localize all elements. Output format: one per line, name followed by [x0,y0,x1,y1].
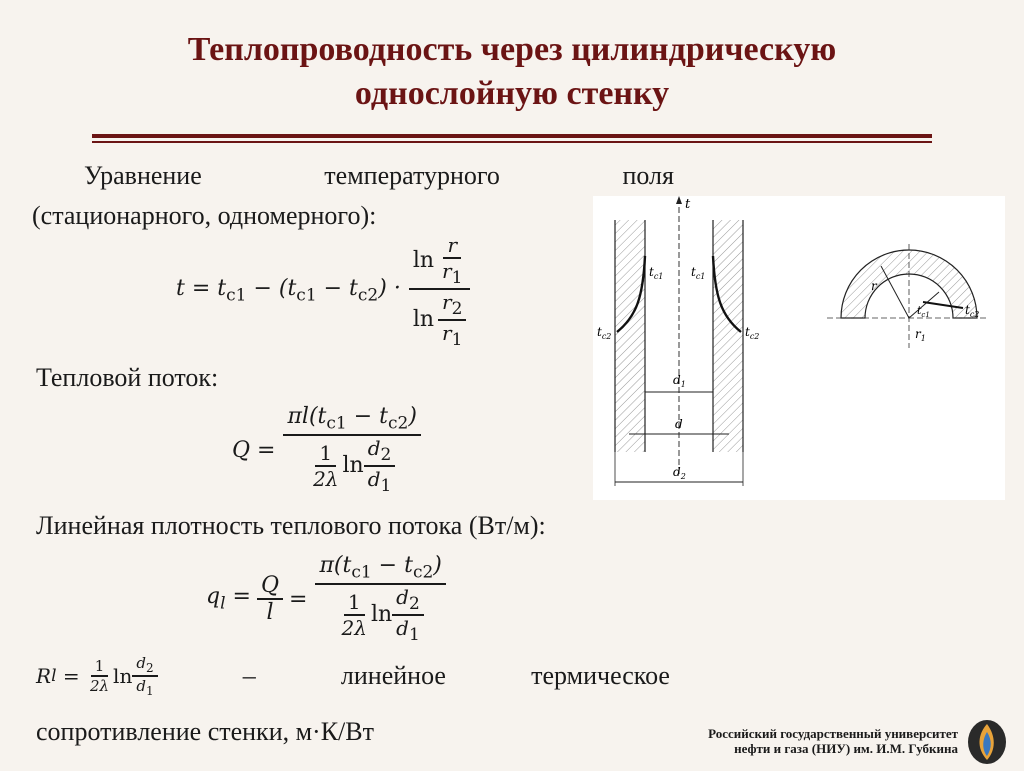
thermal-resistance-line [36,654,670,698]
f2-fraction: $\pi l(t_{c1} - t_{c2})$ $\frac{1}{2\lambda}$ ln $\frac{d_2}{d_1}$ [283,404,420,495]
equation-intro-line [84,160,674,192]
f1-lhs: $t = t_{c1} - (t_{c1} - t_{c2})$ · [176,276,401,306]
thermal-resistance-line-2: сопротивление стенки, м·К/Вт [36,717,374,746]
label-d2: $d_2$ [673,465,686,481]
f3-fraction: $\pi(t_{c1} - t_{c2})$ $\frac{1}{2\lambda}$ ln $\frac{d_2}{d_1}$ [315,553,445,644]
label-tc1-arc: $t_{c1}$ [917,304,930,319]
title-line-1: Теплопроводность через цилиндрическую [187,31,837,68]
label-t: t [685,197,691,212]
title-rule-thin [92,141,932,143]
cylinder-wall-figure [593,196,1005,500]
rl-formula: R l = $\frac{1}{2\lambda}$ ln $\frac{d_2}{d_1}$ [36,654,158,698]
title-line-2: однослойную стенку [354,75,670,112]
word-temperature: температурного [324,161,500,190]
temperature-field-formula [176,226,470,356]
heat-flow-formula: Q = $\pi l(t_{c1} - t_{c2})$ $\frac{1}{2\lambda}$ ln $\frac{d_2}{d_1}$ [232,396,421,504]
slide-title [0,28,1024,116]
word-field: поля [622,161,674,190]
footer-line-1: Российский государственный университет [708,726,958,741]
linear-density-label: Линейная плотность теплового потока (Вт/м): [36,511,546,540]
label-r1: $r_1$ [915,327,926,343]
university-footer [708,726,958,756]
university-logo-icon [966,718,1008,766]
word-linear: линейное [340,661,446,690]
word-thermal: термическое [531,661,670,690]
left-wall-hatch [615,220,645,452]
f1-log-ratio: ln $\frac{r}{r_1}$ ln $\frac{r_2}{r_1}$ [409,233,471,350]
cylinder-wall-svg [593,196,1005,500]
label-tc1-right: $t_{c1}$ [691,265,706,281]
heat-flow-label: Тепловой поток: [36,363,219,392]
label-r: r [871,279,877,293]
word-equation: Уравнение [84,161,202,190]
footer-line-2: нефти и газа (НИУ) им. И.М. Губкина [734,741,958,756]
linear-density-formula: $q_l$ = $\frac{Q}{l}$ = $\pi(t_{c1} - t_{c2})$ $\frac{1}{2\lambda}$ ln $\frac{d_2}{d_1}$ [206,544,446,654]
label-tc1-left: $t_{c1}$ [649,265,664,281]
equation-intro-line-2: (стационарного, одномерного): [32,201,377,230]
title-rule-thick [92,134,932,138]
label-tc2-left: $t_{c2}$ [597,325,612,341]
dash: – [242,661,256,690]
axis-arrow [676,196,682,204]
right-wall-hatch [713,220,743,452]
label-d: d [675,417,683,431]
label-d1: $d_1$ [673,373,686,389]
label-tc2-right: $t_{c2}$ [745,325,760,341]
label-tc2-arc: $t_{c2}$ [965,303,980,319]
